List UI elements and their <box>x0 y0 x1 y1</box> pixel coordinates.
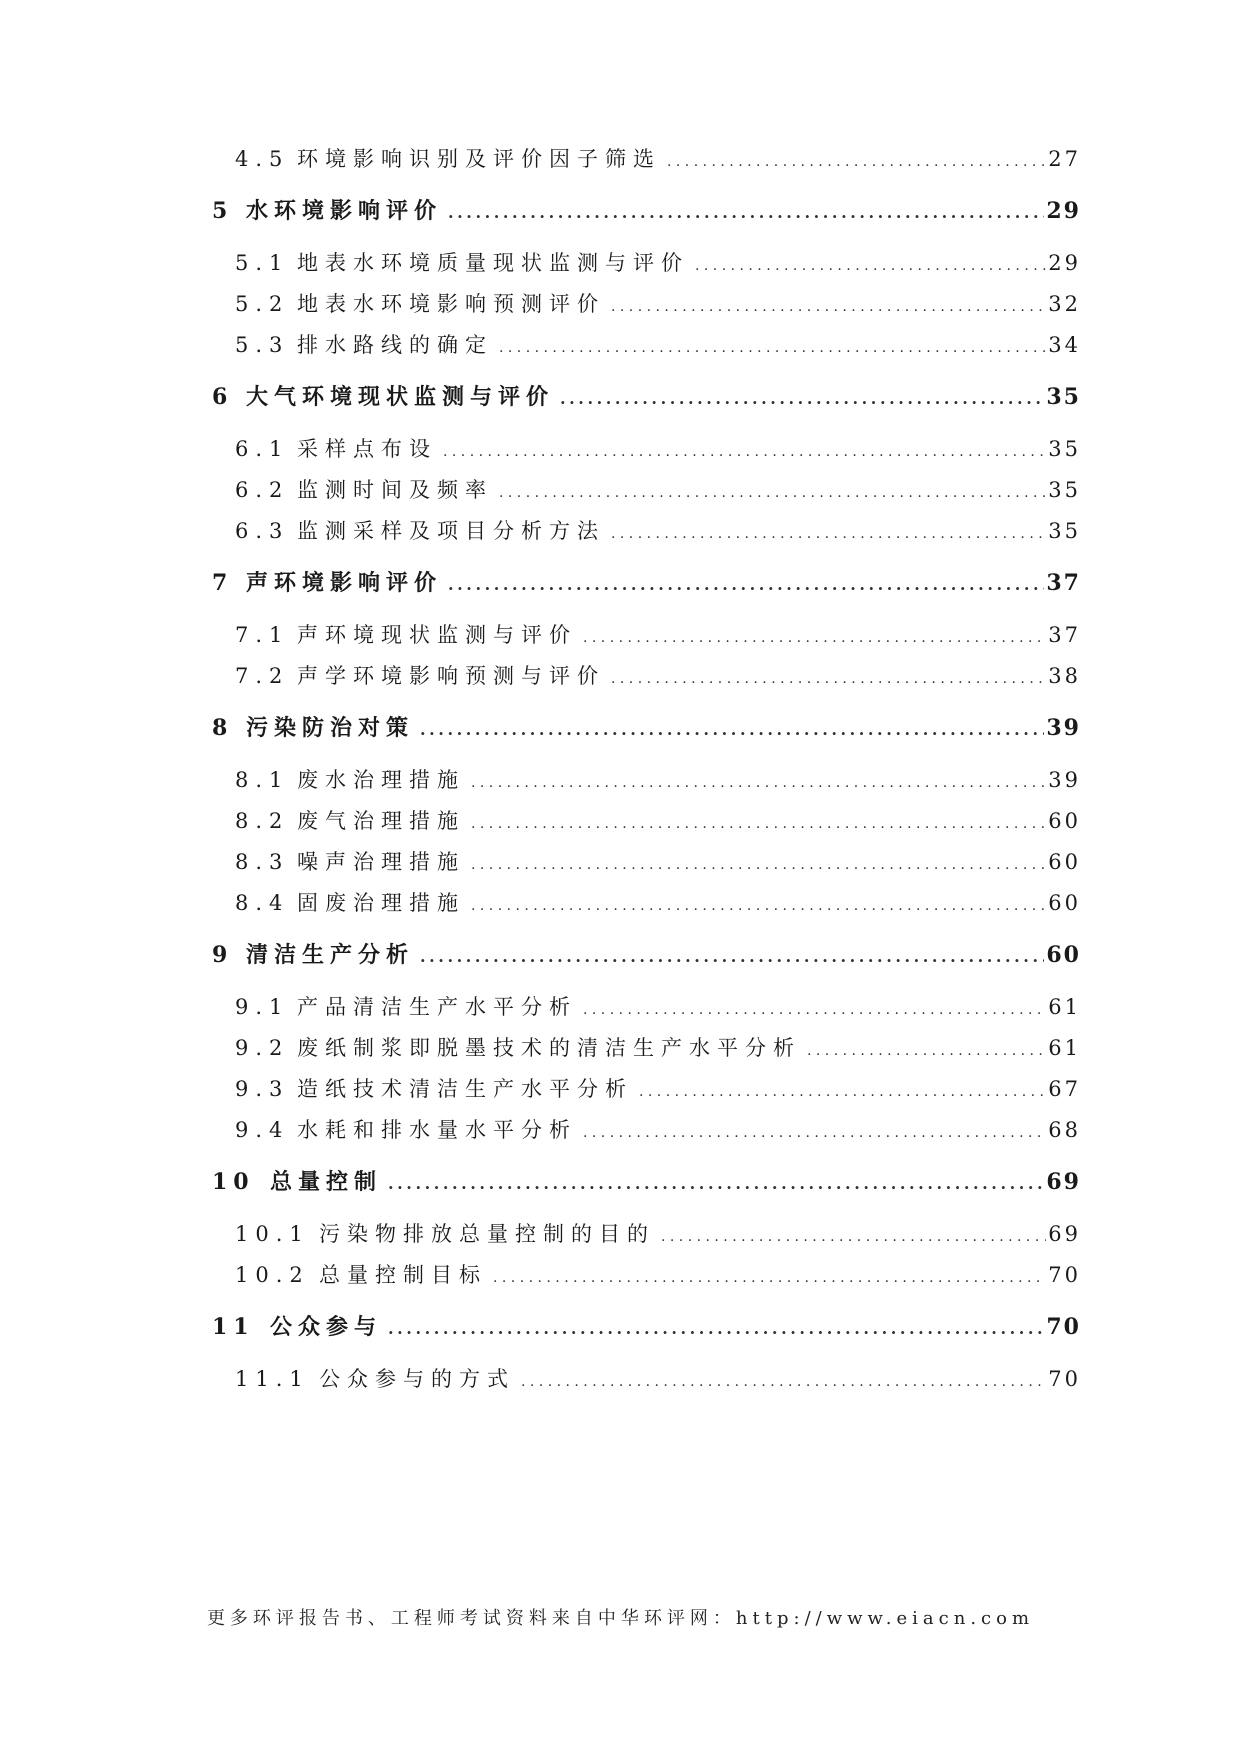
toc-section-entry[interactable] <box>0 434 1241 464</box>
toc-section-entry[interactable] <box>0 806 1241 836</box>
toc-entry-title: 噪声治理措施 <box>297 850 465 874</box>
toc-section-entry[interactable] <box>0 1115 1241 1145</box>
toc-dot-leader <box>583 623 1046 653</box>
toc-entry-number: 9.4 <box>235 1118 290 1142</box>
toc-entry-title: 污染物排放总量控制的目的 <box>319 1222 655 1246</box>
toc-section-entry[interactable] <box>0 992 1241 1022</box>
toc-entry-title: 声环境影响评价 <box>246 570 443 596</box>
toc-entry-title: 地表水环境影响预测评价 <box>297 292 605 316</box>
toc-entry-page-number: 70 <box>1048 1367 1081 1391</box>
toc-entry-number: 5 <box>212 198 234 224</box>
toc-entry-page-number: 60 <box>1046 942 1081 968</box>
toc-entry-page-number: 60 <box>1048 809 1081 833</box>
toc-entry-page-number: 27 <box>1048 147 1081 171</box>
toc-dot-leader <box>471 850 1046 880</box>
toc-entry-page-number: 60 <box>1048 850 1081 874</box>
toc-dot-leader <box>448 198 1044 228</box>
toc-entry-page-number: 37 <box>1048 623 1081 647</box>
toc-entry-number: 9.3 <box>235 1077 290 1101</box>
toc-entry-number: 8.4 <box>235 891 290 915</box>
toc-section-entry[interactable] <box>0 661 1241 691</box>
toc-entry-title: 污染防治对策 <box>246 715 415 741</box>
toc-entry-title: 声环境现状监测与评价 <box>297 623 577 647</box>
toc-entry-number: 7.1 <box>235 623 290 647</box>
toc-entry-number: 6.1 <box>235 437 290 461</box>
toc-entry-title: 废气治理措施 <box>297 809 465 833</box>
toc-dot-leader <box>388 1314 1044 1344</box>
toc-dot-leader <box>611 664 1046 694</box>
toc-entry-page-number: 29 <box>1048 251 1081 275</box>
toc-entry-page-number: 68 <box>1048 1118 1081 1142</box>
toc-entry-title: 废纸制浆即脱墨技术的清洁生产水平分析 <box>297 1036 801 1060</box>
toc-section-entry[interactable] <box>0 289 1241 319</box>
toc-entry-title: 采样点布设 <box>297 437 437 461</box>
toc-entry-page-number: 61 <box>1048 1036 1081 1060</box>
toc-dot-leader <box>583 995 1046 1025</box>
toc-dot-leader <box>420 715 1044 745</box>
toc-entry-number: 11.1 <box>235 1367 310 1391</box>
toc-entry-number: 4.5 <box>235 147 290 171</box>
toc-entry-number: 9.1 <box>235 995 290 1019</box>
toc-dot-leader <box>499 478 1046 508</box>
toc-entry-page-number: 69 <box>1048 1222 1081 1246</box>
toc-section-entry[interactable] <box>0 765 1241 795</box>
toc-dot-leader <box>560 384 1044 414</box>
toc-entry-number: 8 <box>212 715 234 741</box>
toc-entry-title: 水耗和排水量水平分析 <box>297 1118 577 1142</box>
toc-entry-title: 总量控制目标 <box>319 1263 487 1287</box>
toc-dot-leader <box>639 1077 1046 1107</box>
toc-entry-number: 5.2 <box>235 292 290 316</box>
toc-dot-leader <box>493 1263 1046 1293</box>
toc-entry-number: 10.1 <box>235 1222 310 1246</box>
toc-entry-title: 大气环境现状监测与评价 <box>246 384 555 410</box>
toc-dot-leader <box>471 768 1046 798</box>
toc-entry-title: 产品清洁生产水平分析 <box>297 995 577 1019</box>
toc-dot-leader <box>443 437 1046 467</box>
toc-dot-leader <box>499 333 1046 363</box>
toc-entry-page-number: 70 <box>1048 1263 1081 1287</box>
toc-chapter-entry[interactable] <box>0 568 1241 598</box>
toc-entry-title: 造纸技术清洁生产水平分析 <box>297 1077 633 1101</box>
toc-entry-number: 6.3 <box>235 519 290 543</box>
toc-dot-leader <box>667 147 1046 177</box>
toc-chapter-entry[interactable] <box>0 1312 1241 1342</box>
toc-entry-title: 公众参与 <box>270 1314 383 1340</box>
toc-chapter-entry[interactable] <box>0 1167 1241 1197</box>
toc-entry-title: 监测时间及频率 <box>297 478 493 502</box>
toc-entry-number: 9.2 <box>235 1036 290 1060</box>
toc-section-entry[interactable] <box>0 847 1241 877</box>
toc-entry-page-number: 67 <box>1048 1077 1081 1101</box>
toc-section-entry[interactable] <box>0 1033 1241 1063</box>
toc-section-entry[interactable] <box>0 144 1241 174</box>
toc-section-entry[interactable] <box>0 1260 1241 1290</box>
toc-entry-title: 声学环境影响预测与评价 <box>297 664 605 688</box>
toc-entry-number: 8.1 <box>235 768 290 792</box>
toc-entry-number: 6 <box>212 384 234 410</box>
toc-entry-number: 10 <box>212 1169 255 1195</box>
toc-dot-leader <box>611 292 1046 322</box>
toc-entry-page-number: 29 <box>1046 198 1081 224</box>
toc-section-entry[interactable] <box>0 475 1241 505</box>
toc-entry-page-number: 34 <box>1048 333 1081 357</box>
toc-section-entry[interactable] <box>0 620 1241 650</box>
toc-dot-leader <box>471 891 1046 921</box>
toc-section-entry[interactable] <box>0 248 1241 278</box>
toc-entry-title: 地表水环境质量现状监测与评价 <box>297 251 689 275</box>
toc-dot-leader <box>448 570 1044 600</box>
toc-entry-page-number: 70 <box>1046 1314 1081 1340</box>
toc-dot-leader <box>521 1367 1046 1397</box>
toc-entry-page-number: 32 <box>1048 292 1081 316</box>
toc-entry-number: 9 <box>212 942 234 968</box>
toc-entry-number: 6.2 <box>235 478 290 502</box>
page-footer: 更多环评报告书、工程师考试资料来自中华环评网：http://www.eiacn.com <box>206 1608 1035 1629</box>
toc-entry-page-number: 35 <box>1048 437 1081 461</box>
toc-entry-number: 5.1 <box>235 251 290 275</box>
toc-chapter-entry[interactable] <box>0 940 1241 970</box>
toc-entry-title: 公众参与的方式 <box>319 1367 515 1391</box>
toc-entry-number: 11 <box>212 1314 255 1340</box>
toc-dot-leader <box>420 942 1044 972</box>
toc-entry-page-number: 35 <box>1046 384 1081 410</box>
toc-dot-leader <box>611 519 1046 549</box>
toc-chapter-entry[interactable] <box>0 713 1241 743</box>
toc-entry-number: 7.2 <box>235 664 290 688</box>
toc-entry-page-number: 39 <box>1048 768 1081 792</box>
toc-section-entry[interactable] <box>0 1074 1241 1104</box>
toc-section-entry[interactable] <box>0 330 1241 360</box>
toc-entry-title: 环境影响识别及评价因子筛选 <box>297 147 661 171</box>
toc-section-entry[interactable] <box>0 1364 1241 1394</box>
toc-dot-leader <box>583 1118 1046 1148</box>
toc-entry-number: 10.2 <box>235 1263 310 1287</box>
toc-entry-page-number: 39 <box>1046 715 1081 741</box>
toc-entry-page-number: 38 <box>1048 664 1081 688</box>
toc-entry-title: 总量控制 <box>270 1169 383 1195</box>
toc-entry-page-number: 60 <box>1048 891 1081 915</box>
toc-entry-page-number: 61 <box>1048 995 1081 1019</box>
toc-entry-number: 8.2 <box>235 809 290 833</box>
toc-entry-number: 5.3 <box>235 333 290 357</box>
toc-section-entry[interactable] <box>0 516 1241 546</box>
toc-dot-leader <box>807 1036 1046 1066</box>
toc-chapter-entry[interactable] <box>0 382 1241 412</box>
toc-entry-page-number: 37 <box>1046 570 1081 596</box>
toc-entry-title: 废水治理措施 <box>297 768 465 792</box>
toc-entry-title: 清洁生产分析 <box>246 942 415 968</box>
toc-dot-leader <box>471 809 1046 839</box>
toc-dot-leader <box>661 1222 1046 1252</box>
toc-entry-title: 固废治理措施 <box>297 891 465 915</box>
toc-chapter-entry[interactable] <box>0 196 1241 226</box>
toc-entry-page-number: 69 <box>1046 1169 1081 1195</box>
toc-dot-leader <box>388 1169 1044 1199</box>
toc-dot-leader <box>695 251 1046 281</box>
toc-section-entry[interactable] <box>0 1219 1241 1249</box>
toc-entry-page-number: 35 <box>1048 519 1081 543</box>
toc-entry-number: 8.3 <box>235 850 290 874</box>
toc-entry-title: 排水路线的确定 <box>297 333 493 357</box>
toc-entry-title: 监测采样及项目分析方法 <box>297 519 605 543</box>
toc-entry-number: 7 <box>212 570 234 596</box>
toc-entry-page-number: 35 <box>1048 478 1081 502</box>
toc-section-entry[interactable] <box>0 888 1241 918</box>
toc-entry-title: 水环境影响评价 <box>246 198 443 224</box>
